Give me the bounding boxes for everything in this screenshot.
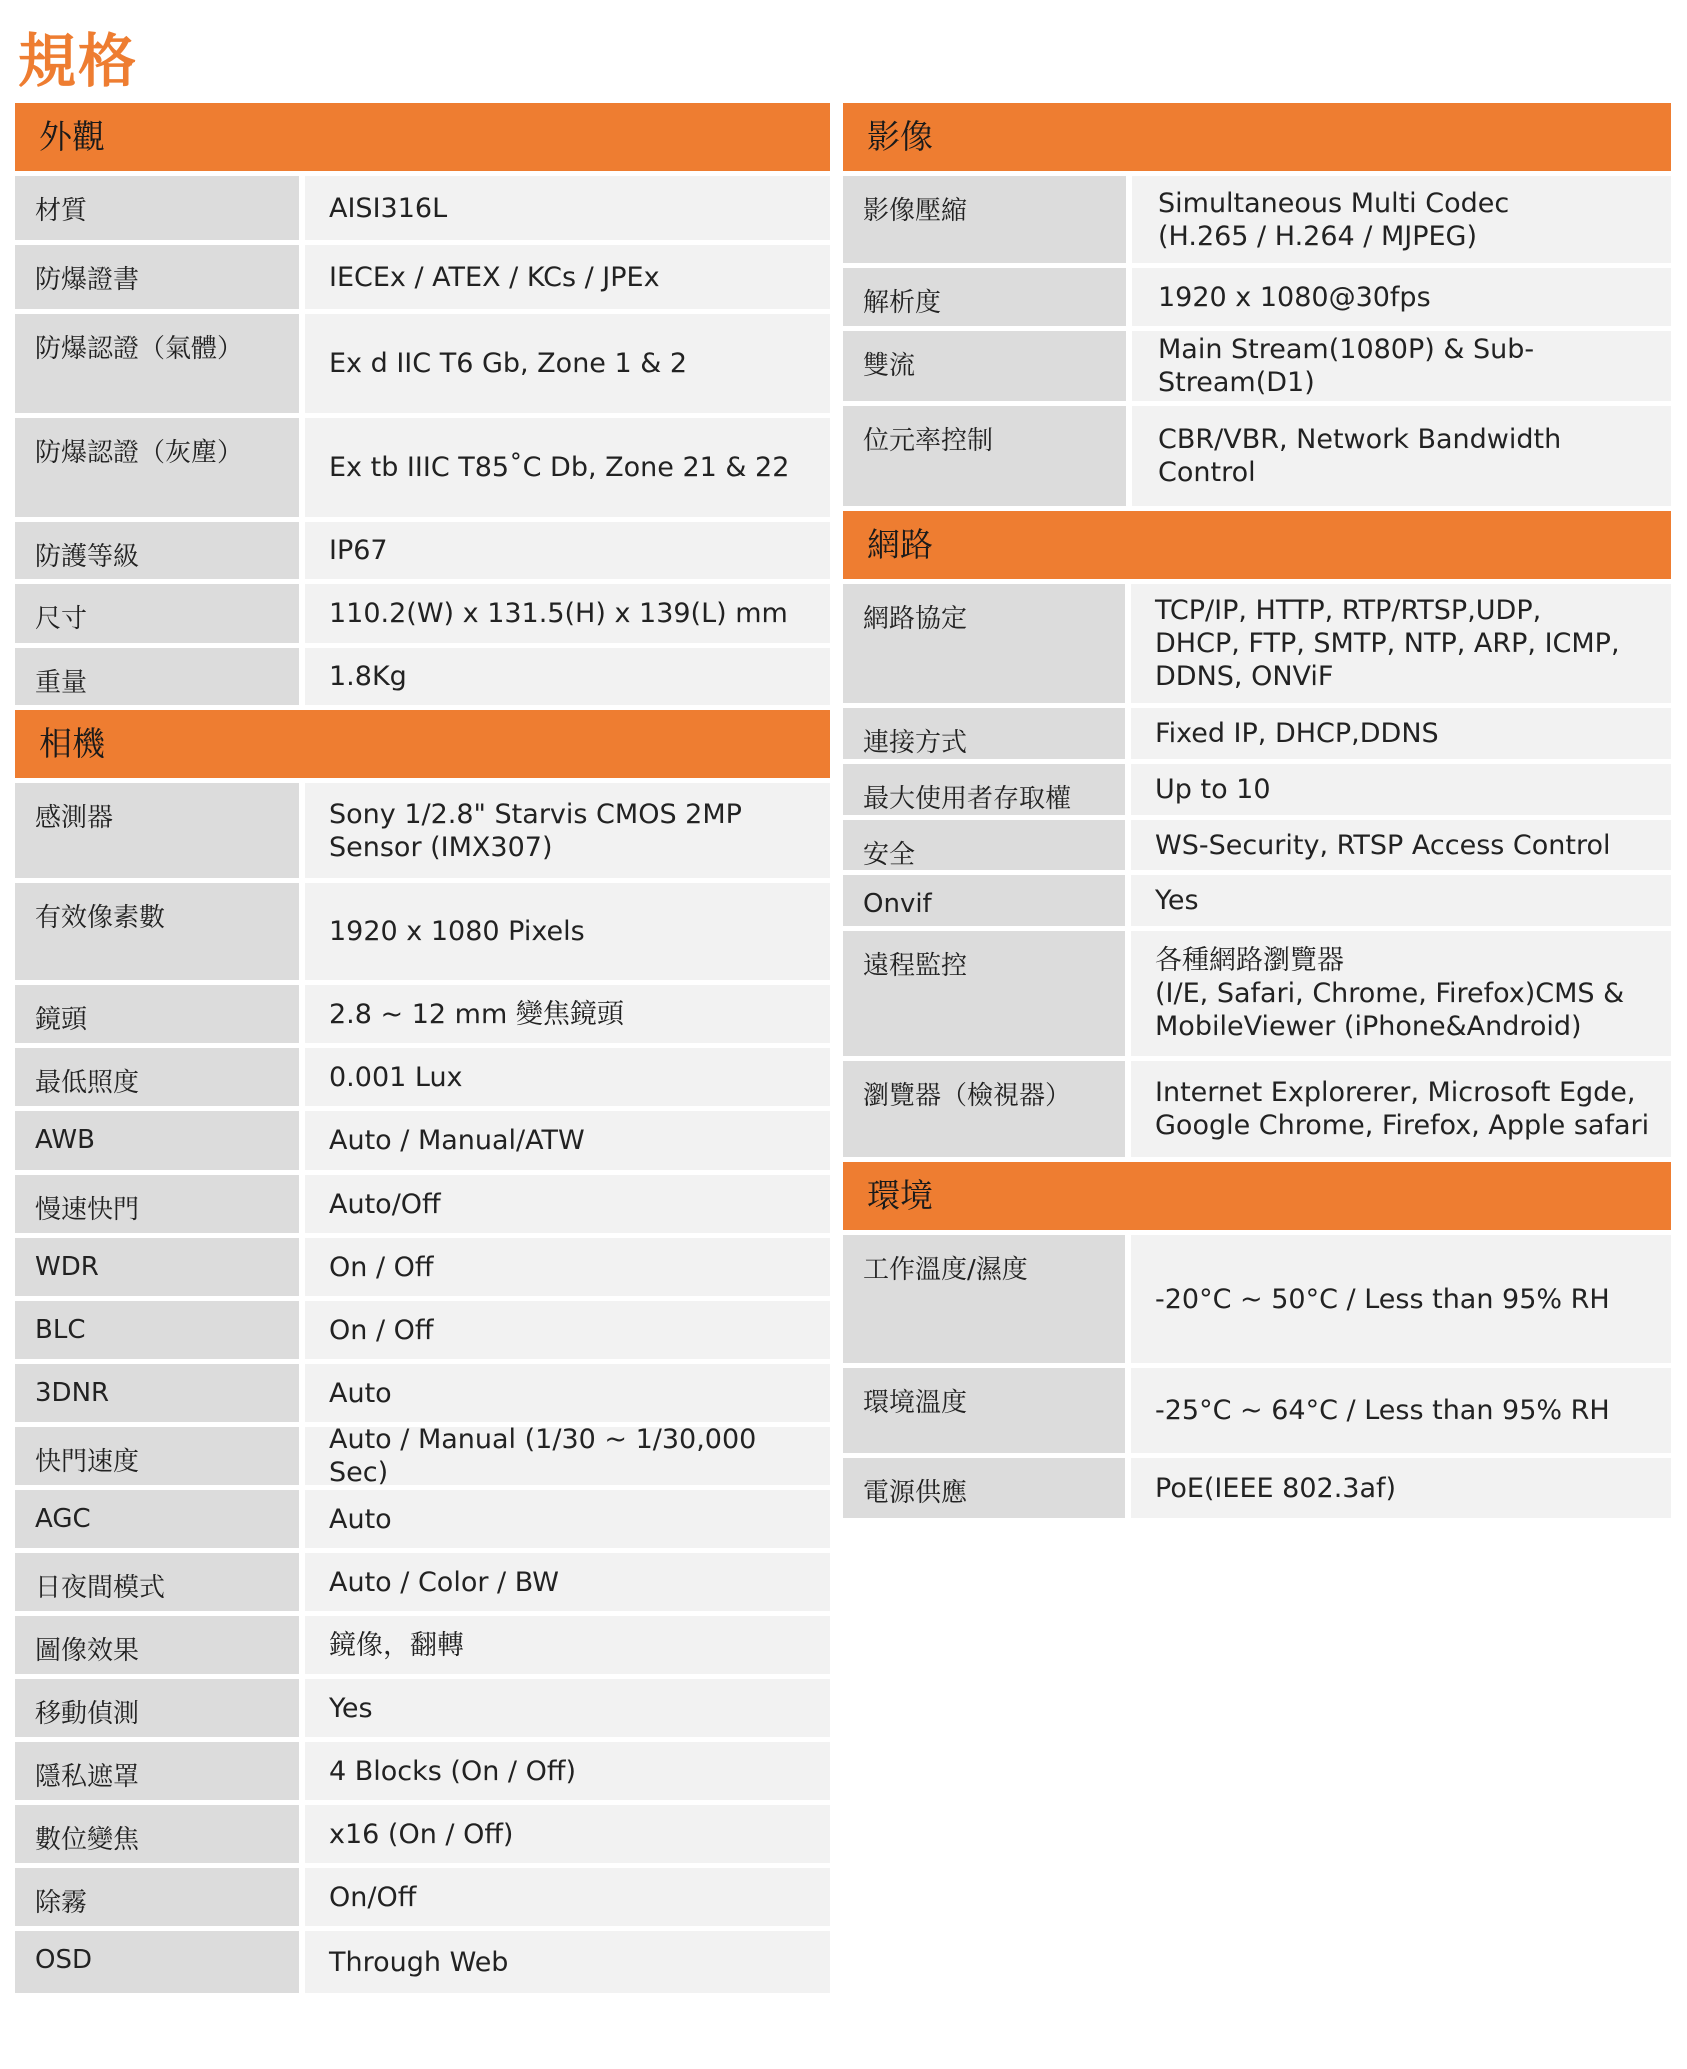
spec-row (15, 1048, 830, 1106)
spec-value: On / Off (305, 1238, 830, 1296)
right-column (843, 103, 1671, 1523)
section-video (843, 103, 1671, 506)
spec-value: Simultaneous Multi Codec (H.265 / H.264 / MJPEG) (1132, 176, 1671, 263)
spec-label: 遠程監控 (843, 931, 1125, 1056)
spec-value: Ex tb IIIC T85˚C Db, Zone 21 & 22 (305, 418, 830, 517)
spec-row (15, 584, 830, 643)
spec-label: WDR (15, 1238, 299, 1296)
spec-value: CBR/VBR, Network Bandwidth Control (1132, 406, 1671, 506)
spec-row (15, 1111, 830, 1170)
spec-label: 影像壓縮 (843, 176, 1126, 263)
spec-value: Internet Explorerer, Microsoft Egde, Google Chrome, Firefox, Apple safari (1131, 1061, 1671, 1157)
spec-label: 除霧 (15, 1868, 299, 1926)
spec-row (843, 764, 1671, 815)
spec-row (843, 820, 1671, 870)
spec-value: Up to 10 (1131, 764, 1671, 815)
section-header-appearance: 外觀 (15, 103, 830, 171)
spec-row (15, 1238, 830, 1296)
section-network (843, 511, 1671, 1157)
spec-row (15, 783, 830, 878)
spec-label: Onvif (843, 875, 1125, 926)
spec-value: Auto / Manual (1/30 ~ 1/30,000 Sec) (305, 1427, 830, 1485)
spec-value: 1920 x 1080@30fps (1132, 268, 1671, 326)
spec-label: 有效像素數 (15, 883, 299, 980)
spec-label: 防爆認證（氣體） (15, 314, 299, 413)
spec-value: Yes (305, 1679, 830, 1737)
spec-row (843, 1458, 1671, 1518)
spec-label: BLC (15, 1301, 299, 1359)
spec-value: 2.8 ~ 12 mm 變焦鏡頭 (305, 985, 830, 1043)
spec-value: Ex d IIC T6 Gb, Zone 1 & 2 (305, 314, 830, 413)
spec-label: 電源供應 (843, 1458, 1125, 1518)
spec-row (15, 883, 830, 980)
left-column (15, 103, 830, 1998)
spec-label: 圖像效果 (15, 1616, 299, 1674)
spec-label: 防護等級 (15, 522, 299, 579)
spec-label: 解析度 (843, 268, 1126, 326)
spec-value: Sony 1/2.8" Starvis CMOS 2MP Sensor (IMX307) (305, 783, 830, 878)
spec-row (15, 1301, 830, 1359)
spec-value: Through Web (305, 1931, 830, 1993)
spec-value: On/Off (305, 1868, 830, 1926)
spec-label: 安全 (843, 820, 1125, 870)
spec-value: x16 (On / Off) (305, 1805, 830, 1863)
spec-label: 材質 (15, 176, 299, 240)
page-title: 規格 (18, 27, 139, 95)
spec-label: 重量 (15, 648, 299, 705)
spec-value: Main Stream(1080P) & Sub-Stream(D1) (1132, 331, 1671, 401)
spec-row (843, 1061, 1671, 1157)
spec-label: 防爆證書 (15, 245, 299, 309)
section-appearance (15, 103, 830, 705)
spec-value: IECEx / ATEX / KCs / JPEx (305, 245, 830, 309)
spec-label: 日夜間模式 (15, 1553, 299, 1611)
spec-label: 感測器 (15, 783, 299, 878)
spec-row (843, 1368, 1671, 1453)
spec-value: Auto (305, 1490, 830, 1548)
section-environment (843, 1162, 1671, 1518)
spec-value: AISI316L (305, 176, 830, 240)
spec-row (15, 1424, 830, 1488)
spec-row (15, 1175, 830, 1233)
spec-value: Fixed IP, DHCP,DDNS (1131, 708, 1671, 759)
spec-row (843, 406, 1671, 506)
spec-label: 快門速度 (15, 1427, 299, 1485)
spec-row (15, 648, 830, 705)
spec-label: OSD (15, 1931, 299, 1993)
spec-value: On / Off (305, 1301, 830, 1359)
spec-label: 連接方式 (843, 708, 1125, 759)
spec-value: 110.2(W) x 131.5(H) x 139(L) mm (305, 584, 830, 643)
spec-label: 工作溫度/濕度 (843, 1235, 1125, 1363)
spec-label: AWB (15, 1111, 299, 1170)
spec-row (15, 176, 830, 240)
spec-label: 尺寸 (15, 584, 299, 643)
spec-label: 雙流 (843, 331, 1126, 401)
spec-label: AGC (15, 1490, 299, 1548)
spec-row (843, 584, 1671, 703)
spec-value: PoE(IEEE 802.3af) (1131, 1458, 1671, 1518)
spec-row (15, 245, 830, 309)
spec-value: Auto (305, 1364, 830, 1422)
spec-value: Auto / Color / BW (305, 1553, 830, 1611)
spec-value: 1.8Kg (305, 648, 830, 705)
spec-value: -20°C ~ 50°C / Less than 95% RH (1131, 1235, 1671, 1363)
spec-value: Auto/Off (305, 1175, 830, 1233)
spec-value: IP67 (305, 522, 830, 579)
spec-value: Yes (1131, 875, 1671, 926)
spec-value: 各種網路瀏覽器 (I/E, Safari, Chrome, Firefox)CMS & MobileViewer (iPhone&Android) (1131, 931, 1671, 1056)
spec-label: 最低照度 (15, 1048, 299, 1106)
spec-label: 最大使用者存取權 (843, 764, 1125, 815)
section-header-network: 網路 (843, 511, 1671, 579)
spec-label: 移動偵測 (15, 1679, 299, 1737)
spec-value: WS-Security, RTSP Access Control (1131, 820, 1671, 870)
spec-value: TCP/IP, HTTP, RTP/RTSP,UDP, DHCP, FTP, SMTP, NTP, ARP, ICMP, DDNS, ONViF (1131, 584, 1671, 703)
spec-value: 4 Blocks (On / Off) (305, 1742, 830, 1800)
spec-row (843, 268, 1671, 326)
spec-row (15, 1679, 830, 1737)
spec-row (843, 176, 1671, 263)
spec-row (843, 931, 1671, 1056)
spec-row (15, 522, 830, 579)
spec-label: 瀏覽器（檢視器） (843, 1061, 1125, 1157)
section-header-camera: 相機 (15, 710, 830, 778)
spec-label: 防爆認證（灰塵） (15, 418, 299, 517)
spec-row (15, 1742, 830, 1800)
section-header-video: 影像 (843, 103, 1671, 171)
spec-row (15, 1616, 830, 1674)
spec-row (15, 985, 830, 1043)
spec-value: 鏡像，翻轉 (305, 1616, 830, 1674)
spec-label: 3DNR (15, 1364, 299, 1422)
spec-row (15, 1931, 830, 1993)
spec-label: 鏡頭 (15, 985, 299, 1043)
spec-row (843, 331, 1671, 401)
spec-row (15, 1553, 830, 1611)
spec-row (843, 1235, 1671, 1363)
spec-value: 0.001 Lux (305, 1048, 830, 1106)
section-camera (15, 710, 830, 1993)
spec-row (15, 1805, 830, 1863)
spec-value: Auto / Manual/ATW (305, 1111, 830, 1170)
spec-label: 慢速快門 (15, 1175, 299, 1233)
section-header-environment: 環境 (843, 1162, 1671, 1230)
spec-label: 位元率控制 (843, 406, 1126, 506)
spec-label: 環境溫度 (843, 1368, 1125, 1453)
spec-row (15, 1490, 830, 1548)
spec-row (15, 314, 830, 413)
spec-row (15, 1364, 830, 1422)
spec-label: 隱私遮罩 (15, 1742, 299, 1800)
spec-row (843, 708, 1671, 759)
spec-value: 1920 x 1080 Pixels (305, 883, 830, 980)
spec-label: 網路協定 (843, 584, 1125, 703)
spec-row (843, 875, 1671, 926)
spec-row (15, 1868, 830, 1926)
spec-row (15, 418, 830, 517)
spec-value: -25°C ~ 64°C / Less than 95% RH (1131, 1368, 1671, 1453)
spec-label: 數位變焦 (15, 1805, 299, 1863)
